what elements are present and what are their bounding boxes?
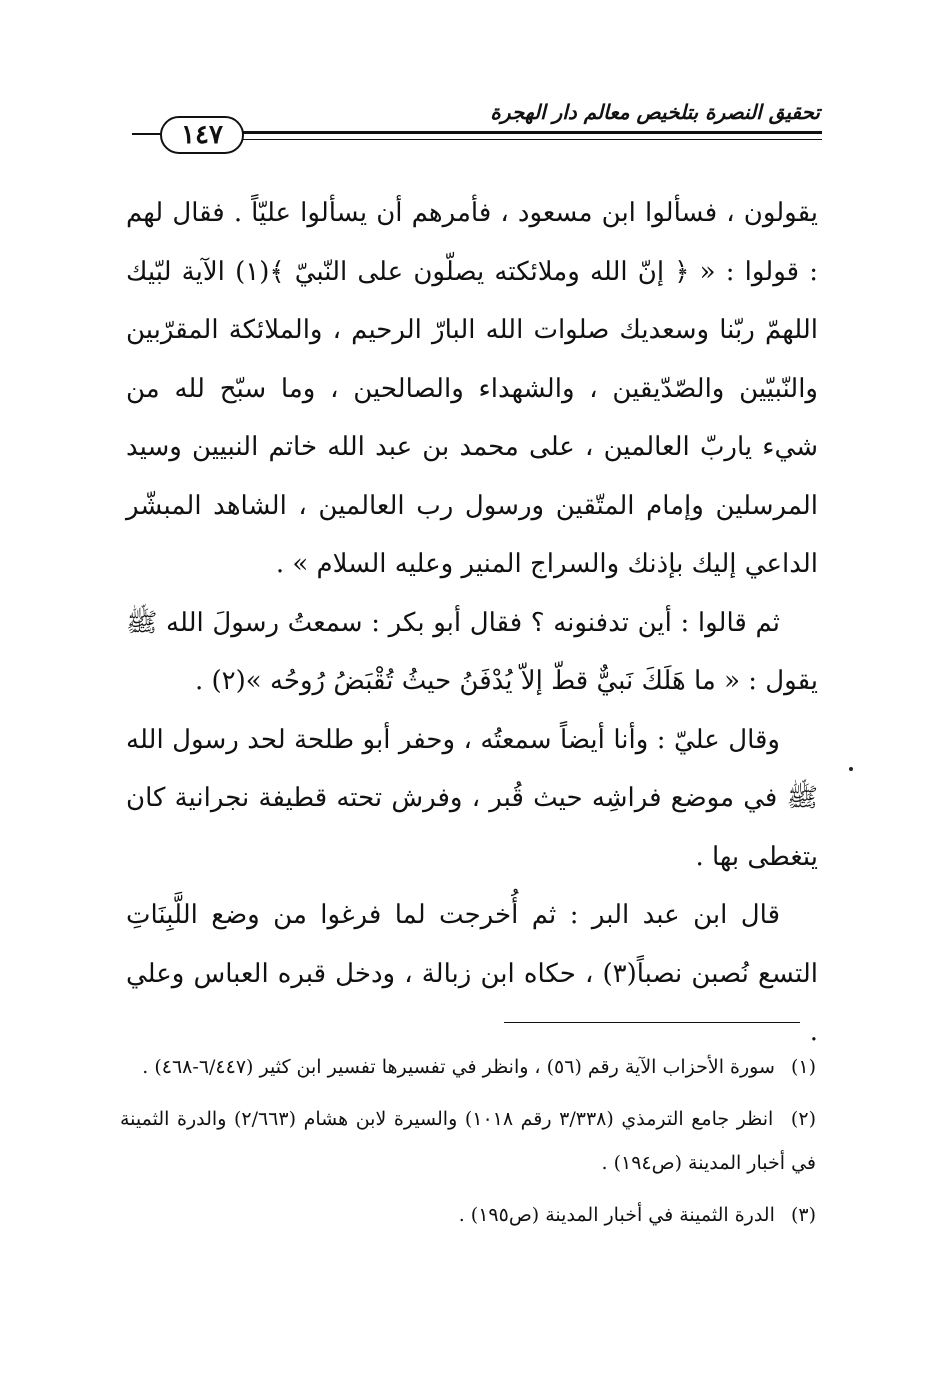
footnote-text: الدرة الثمينة في أخبار المدينة (ص١٩٥) .	[458, 1204, 775, 1226]
paragraph: يقولون ، فسألوا ابن مسعود ، فأمرهم أن يسألوا عليّاً . فقال لهم : قولوا : « ﴿ إنّ الله وملائكته يصلّون على النّبيّ ﴾(١) الآية لبّيك اللهمّ ربّنا وسعديك صلوات الله البارّ الرحيم ، والملائكة المقرّبين والنّبيّين والصّدّيقين ، والشهداء والصالحين ، وما سبّح لله من شيء ياربّ العالمين ، على محمد بن عبد الله خاتم النبيين وسيد المرسلين وإمام المتّقين ورسول رب العالمين ، الشاهد المبشّر الداعي إليك بإذنك والسراج المنير وعليه السلام » .	[126, 198, 818, 579]
header-rule-thin	[240, 139, 822, 140]
paragraph: قال ابن عبد البر : ثم أُخرجت لما فرغوا من وضع اللَّبِنَاتِ التسع نُصبن نصباً(٣) ، حكاه ابن زبالة ، ودخل قبره العباس وعلي .	[126, 900, 819, 1047]
footnote	[120, 1193, 816, 1237]
footnote-number: (٢)	[790, 1108, 816, 1130]
paragraph: وقال عليّ : وأنا أيضاً سمعتُه ، وحفر أبو طلحة لحد رسول الله ﷺ في موضع فراشِه حيث قُبر ، وفرش تحته قطيفة نجرانية كان يتغطى بها .	[126, 724, 818, 872]
paragraph: ثم قالوا : أين تدفنونه ؟ فقال أبو بكر : سمعتُ رسولَ الله ﷺ يقول : « ما هَلَكَ نَبيٌّ قطّ إلاّ يُدْفَنُ حيثُ تُقْبَضُ رُوحُه »(٢) .	[126, 607, 818, 696]
margin-dot	[849, 767, 853, 771]
header-rule	[240, 131, 822, 134]
running-title: تحقيق النصرة بتلخيص معالم دار الهجرة	[490, 100, 820, 124]
footnote-separator	[504, 1022, 800, 1023]
footnote-text: سورة الأحزاب الآية رقم (٥٦) ، وانظر في تفسيرها تفسير ابن كثير (٦/٤٤٧-٤٦٨) .	[142, 1056, 775, 1078]
footnote-number: (١)	[790, 1056, 816, 1078]
main-text	[126, 184, 818, 1062]
page-number: ١٤٧	[160, 116, 244, 154]
footnotes	[120, 1045, 816, 1245]
footnote	[120, 1045, 816, 1089]
footnote-number: (٣)	[790, 1204, 816, 1226]
footnote	[120, 1097, 816, 1185]
footnote-text: انظر جامع الترمذي (٣/٣٣٨ رقم ١٠١٨) والسيرة لابن هشام (٢/٦٦٣) والدرة الثمينة في أخبار المدينة (ص١٩٤) .	[120, 1108, 816, 1174]
